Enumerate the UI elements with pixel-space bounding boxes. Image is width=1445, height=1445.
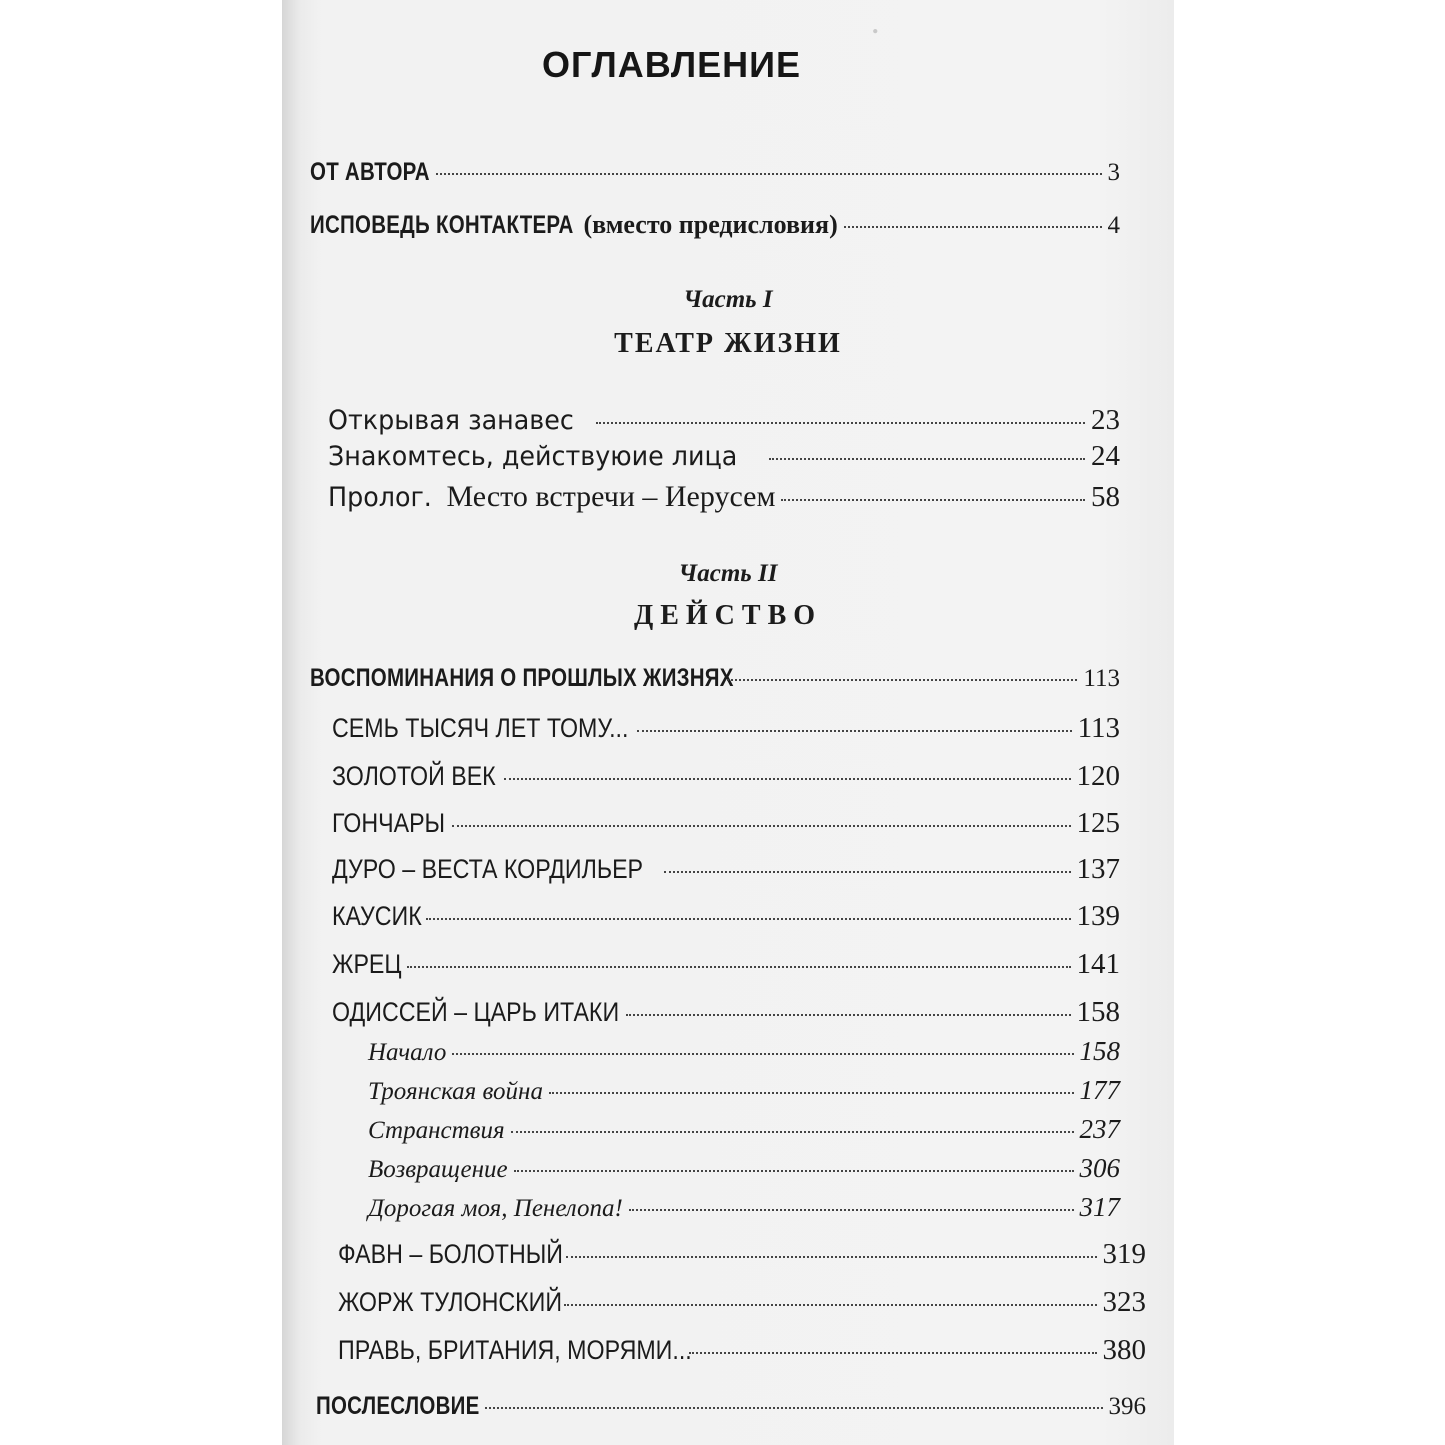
dot-leader [727,679,1078,681]
dot-leader [844,226,1102,228]
toc-entry-label: ЖОРЖ ТУЛОНСКИЙ [338,1287,563,1317]
toc-entry-label: Начало [368,1039,447,1066]
toc-entry-label: Троянская война [368,1078,543,1105]
dot-leader [452,1053,1073,1055]
toc-entry-page: 306 [1079,1153,1120,1183]
toc-entry [338,1334,1146,1367]
toc-entry [332,853,1120,886]
toc-entry-label: ПОСЛЕСЛОВИЕ [316,1392,480,1420]
toc-entry [332,807,1120,840]
dot-leader [689,1352,1096,1354]
toc-subentry [368,1153,1120,1184]
toc-entry-label: ОТ АВТОРА [310,158,430,186]
toc-entry-label: ГОНЧАРЫ [332,808,446,838]
toc-entry-label: Пролог. [328,482,432,513]
toc-entry-page: 113 [1083,665,1120,692]
dot-leader [566,1256,1097,1258]
dot-leader [452,825,1071,827]
dot-leader [564,1304,1096,1306]
toc-entry-page: 177 [1079,1075,1120,1105]
show-through-text: . [872,10,879,39]
dot-leader [485,1407,1102,1409]
toc-entry-page: 137 [1076,853,1120,885]
toc-entry-label: Странствия [368,1117,505,1144]
toc-entry [338,1238,1146,1271]
toc-entry-author [310,158,1120,187]
toc-entry-page: 396 [1108,1393,1146,1420]
toc-entry-label-title: Место встречи – Иерусем [446,480,776,513]
dot-leader [549,1092,1074,1094]
toc-entry-label: Открывая занавес [328,405,574,436]
toc-entry-page: 323 [1102,1286,1146,1318]
toc-entry-confession [310,210,1120,240]
toc-entry [332,996,1120,1029]
toc-entry [338,1286,1146,1319]
dot-leader [511,1131,1074,1133]
part-label-1: Часть I [683,286,773,313]
toc-entry-page: 141 [1076,948,1120,980]
dot-leader [626,1014,1071,1016]
toc-entry-page: 125 [1076,807,1120,839]
toc-entry [332,900,1120,933]
toc-entry-label: Знакомтесь, действуюие лица [328,441,738,472]
toc-entry-page: 23 [1091,404,1120,436]
toc-entry-label: ДУРО – ВЕСТА КОРДИЛЬЕР [332,854,644,884]
part-label-2: Часть II [678,560,778,587]
toc-subentry [368,1075,1120,1106]
toc-entry [328,480,1120,514]
toc-entry-label: КАУСИК [332,901,422,931]
toc-entry-label: ЗОЛОТОЙ ВЕК [332,761,496,791]
part-title-2: ДЕЙСТВО [633,600,823,631]
toc-entry-label: Дорогая моя, Пенелопа! [368,1195,623,1222]
toc-entry-page: 317 [1079,1192,1120,1222]
dot-leader [664,871,1071,873]
toc-entry-label: ИСПОВЕДЬ КОНТАКТЕРА [310,211,574,239]
toc-entry-page: 158 [1076,996,1120,1028]
toc-entry-page: 319 [1102,1238,1146,1270]
dot-leader [436,173,1101,175]
toc-entry-afterword [316,1392,1146,1421]
toc-heading-memories [310,664,1120,693]
dot-leader [781,499,1085,501]
page-title: ОГЛАВЛЕНИЕ [542,44,802,85]
dot-leader [504,778,1070,780]
toc-entry-label: ВОСПОМИНАНИЯ О ПРОШЛЫХ ЖИЗНЯХ [310,664,734,692]
toc-subentry [368,1192,1120,1223]
dot-leader [596,422,1086,424]
toc-entry-page: 113 [1077,712,1120,744]
toc-entry [332,712,1120,745]
dot-leader [637,730,1072,732]
toc-entry-subtitle: (вместо предисловия) [583,210,838,239]
toc-entry-page: 380 [1102,1334,1146,1366]
toc-entry-label: Возвращение [368,1156,508,1183]
toc-entry-page: 237 [1079,1114,1120,1144]
dot-leader [629,1209,1074,1211]
toc-entry-label: ЖРЕЦ [332,949,402,979]
toc-entry [332,760,1120,793]
toc-entry [332,948,1120,981]
toc-entry-page: 4 [1107,212,1120,239]
toc-entry-page: 139 [1076,900,1120,932]
part-title-1: ТЕАТР ЖИЗНИ [614,328,842,359]
dot-leader [426,918,1070,920]
dot-leader [769,458,1085,460]
toc-entry-label: СЕМЬ ТЫСЯЧ ЛЕТ ТОМУ... [332,713,629,743]
toc-entry-page: 58 [1091,481,1120,513]
toc-entry-label: ПРАВЬ, БРИТАНИЯ, МОРЯМИ... [338,1335,692,1365]
toc-entry-page: 158 [1079,1036,1120,1066]
toc-subentry [368,1114,1120,1145]
toc-entry-page: 24 [1091,440,1120,472]
toc-entry [328,440,1120,473]
book-page [282,0,1174,1445]
toc-subentry [368,1036,1120,1067]
toc-entry-page: 3 [1107,159,1120,186]
dot-leader [514,1170,1074,1172]
toc-entry [328,404,1120,437]
dot-leader [407,966,1071,968]
toc-entry-page: 120 [1076,760,1120,792]
toc-entry-label: ФАВН – БОЛОТНЫЙ [338,1239,563,1269]
toc-entry-label: ОДИССЕЙ – ЦАРЬ ИТАКИ [332,997,620,1027]
